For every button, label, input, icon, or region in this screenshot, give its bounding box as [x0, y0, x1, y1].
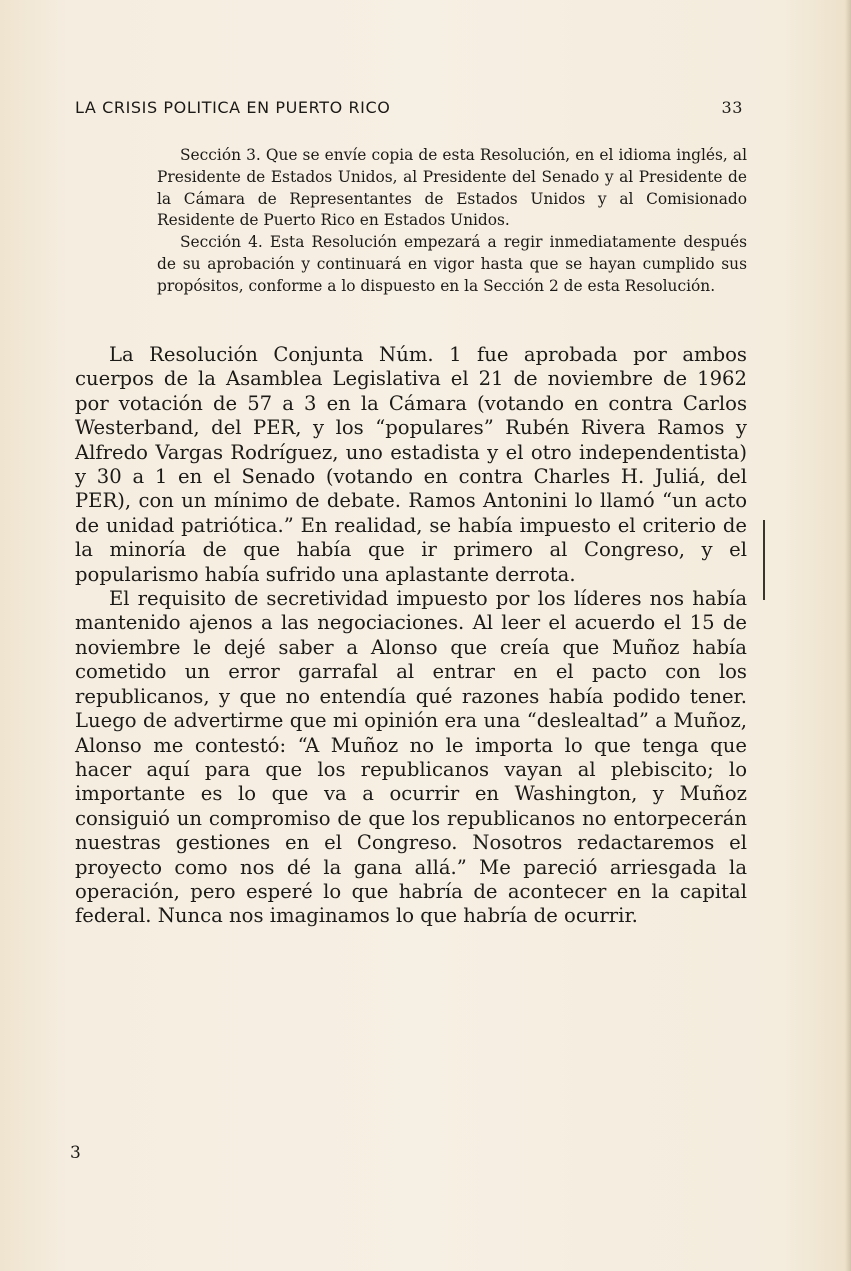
running-title: LA CRISIS POLITICA EN PUERTO RICO	[75, 98, 391, 117]
resolution-section-3: Sección 3. Que se envíe copia de esta Resolución, en el idioma inglés, al Presidente de Estados Unidos, al Presidente del Senado y al Presidente de la Cámara de Representantes de Estados Unidos y al Comisionado Residente de Puerto Rico en Estados Unidos.	[157, 146, 747, 230]
page-number: 33	[721, 98, 743, 117]
running-head	[75, 98, 745, 122]
quoted-resolution-block	[157, 145, 747, 298]
page-edge-shadow	[845, 0, 851, 1271]
body-text	[75, 343, 747, 929]
margin-mark	[763, 520, 765, 600]
resolution-section-4: Sección 4. Esta Resolución empezará a regir inmediatamente después de su aprobación y continuará en vigor hasta que se hayan cumplido sus propósitos, conforme a lo dispuesto en la Sección 2 de esta Resolución.	[157, 233, 747, 295]
body-paragraph: La Resolución Conjunta Núm. 1 fue aprobada por ambos cuerpos de la Asamblea Legislativa el 21 de noviembre de 1962 por votación de 57 a 3 en la Cámara (votando en contra Carlos Westerband, del PER, y los “populares” Rubén Rivera Ramos y Alfredo Vargas Rodríguez, uno estadista y el otro independentista) y 30 a 1 en el Senado (votando en contra Charles H. Juliá, del PER), con un mínimo de debate. Ramos Antonini lo llamó “un acto de unidad patriótica.” En realidad, se había impuesto el criterio de la minoría de que había que ir primero al Congreso, y el popularismo había sufrido una aplastante derrota.	[75, 343, 747, 586]
body-paragraph: El requisito de secretividad impuesto por los líderes nos había mantenido ajenos a las negociaciones. Al leer el acuerdo el 15 de noviembre le dejé saber a Alonso que creía que Muñoz había cometido un error garrafal al entrar en el pacto con los republicanos, y que no entendía qué razones había podido tener. Luego de advertirme que mi opinión era una “deslealtad” a Muñoz, Alonso me contestó: “A Muñoz no le importa lo que tenga que hacer aquí para que los republicanos vayan al plebiscito; lo importante es lo que va a ocurrir en Washington, y Muñoz consiguió un compromiso de que los republicanos no entorpecerán nuestras gestiones en el Congreso. Nosotros redactaremos el proyecto como nos dé la gana allá.” Me pareció arriesgada la operación, pero esperé lo que habría de acontecer en la capital federal. Nunca nos imaginamos lo que habría de ocurrir.	[75, 587, 747, 928]
signature-mark: 3	[70, 1143, 81, 1163]
